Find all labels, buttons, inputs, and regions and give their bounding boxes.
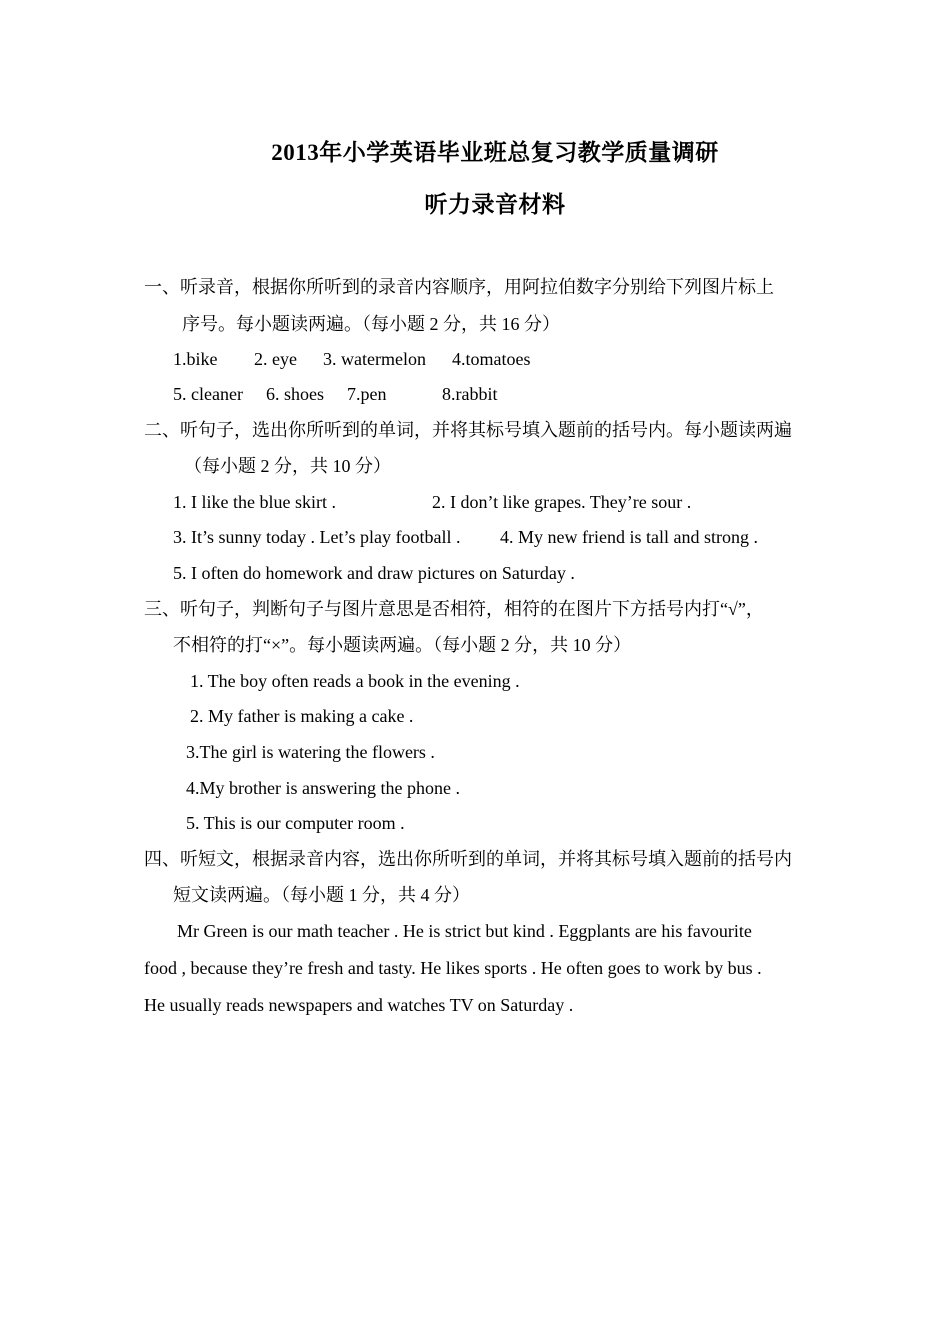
list-item: 3.The girl is watering the flowers . xyxy=(186,742,435,762)
page-title: 2013年小学英语毕业班总复习教学质量调研 xyxy=(271,140,719,165)
list-item: 2. eye xyxy=(254,349,297,369)
list-item: 2. My father is making a cake . xyxy=(190,706,414,726)
page-subtitle: 听力录音材料 xyxy=(424,192,566,217)
list-item: 5. This is our computer room . xyxy=(186,813,405,833)
list-item: 1. I like the blue skirt . xyxy=(173,492,336,512)
section4-heading-cont: 短文读两遍。（每小题 1 分，共 4 分） xyxy=(173,885,470,905)
list-item: 3. watermelon xyxy=(323,349,426,369)
passage-line: food , because they’re fresh and tasty. He likes sports . He often goes to work by bus . xyxy=(144,958,762,978)
section2-heading-cont: （每小题 2 分，共 10 分） xyxy=(184,456,391,476)
list-item: 4.tomatoes xyxy=(452,349,531,369)
section3-heading-cont: 不相符的打“×”。每小题读两遍。（每小题 2 分，共 10 分） xyxy=(173,635,632,655)
section3-heading: 三、听句子，判断句子与图片意思是否相符，相符的在图片下方括号内打“√”， xyxy=(144,599,764,619)
list-item: 1.bike xyxy=(173,349,218,369)
list-item: 5. cleaner xyxy=(173,384,243,404)
list-item: 5. I often do homework and draw pictures on Saturday . xyxy=(173,563,575,583)
list-item: 7.pen xyxy=(347,384,387,404)
passage-line: Mr Green is our math teacher . He is strict but kind . Eggplants are his favourite xyxy=(177,921,752,941)
list-item: 1. The boy often reads a book in the evening . xyxy=(190,671,520,691)
list-item: 8.rabbit xyxy=(442,384,498,404)
passage-line: He usually reads newspapers and watches TV on Saturday . xyxy=(144,995,574,1015)
section1-heading-cont: 序号。每小题读两遍。（每小题 2 分，共 16 分） xyxy=(182,314,560,334)
section2-heading: 二、听句子，选出你所听到的单词，并将其标号填入题前的括号内。每小题读两遍 xyxy=(144,420,792,440)
list-item: 4.My brother is answering the phone . xyxy=(186,778,460,798)
list-item: 4. My new friend is tall and strong . xyxy=(500,527,758,547)
list-item: 2. I don’t like grapes. They’re sour . xyxy=(432,492,692,512)
list-item: 3. It’s sunny today . Let’s play football . xyxy=(173,527,461,547)
section4-heading: 四、听短文，根据录音内容，选出你所听到的单词，并将其标号填入题前的括号内 xyxy=(144,849,792,869)
section1-heading: 一、听录音，根据你所听到的录音内容顺序，用阿拉伯数字分别给下列图片标上 xyxy=(144,277,774,297)
list-item: 6. shoes xyxy=(266,384,324,404)
section1-row1 xyxy=(173,348,218,370)
